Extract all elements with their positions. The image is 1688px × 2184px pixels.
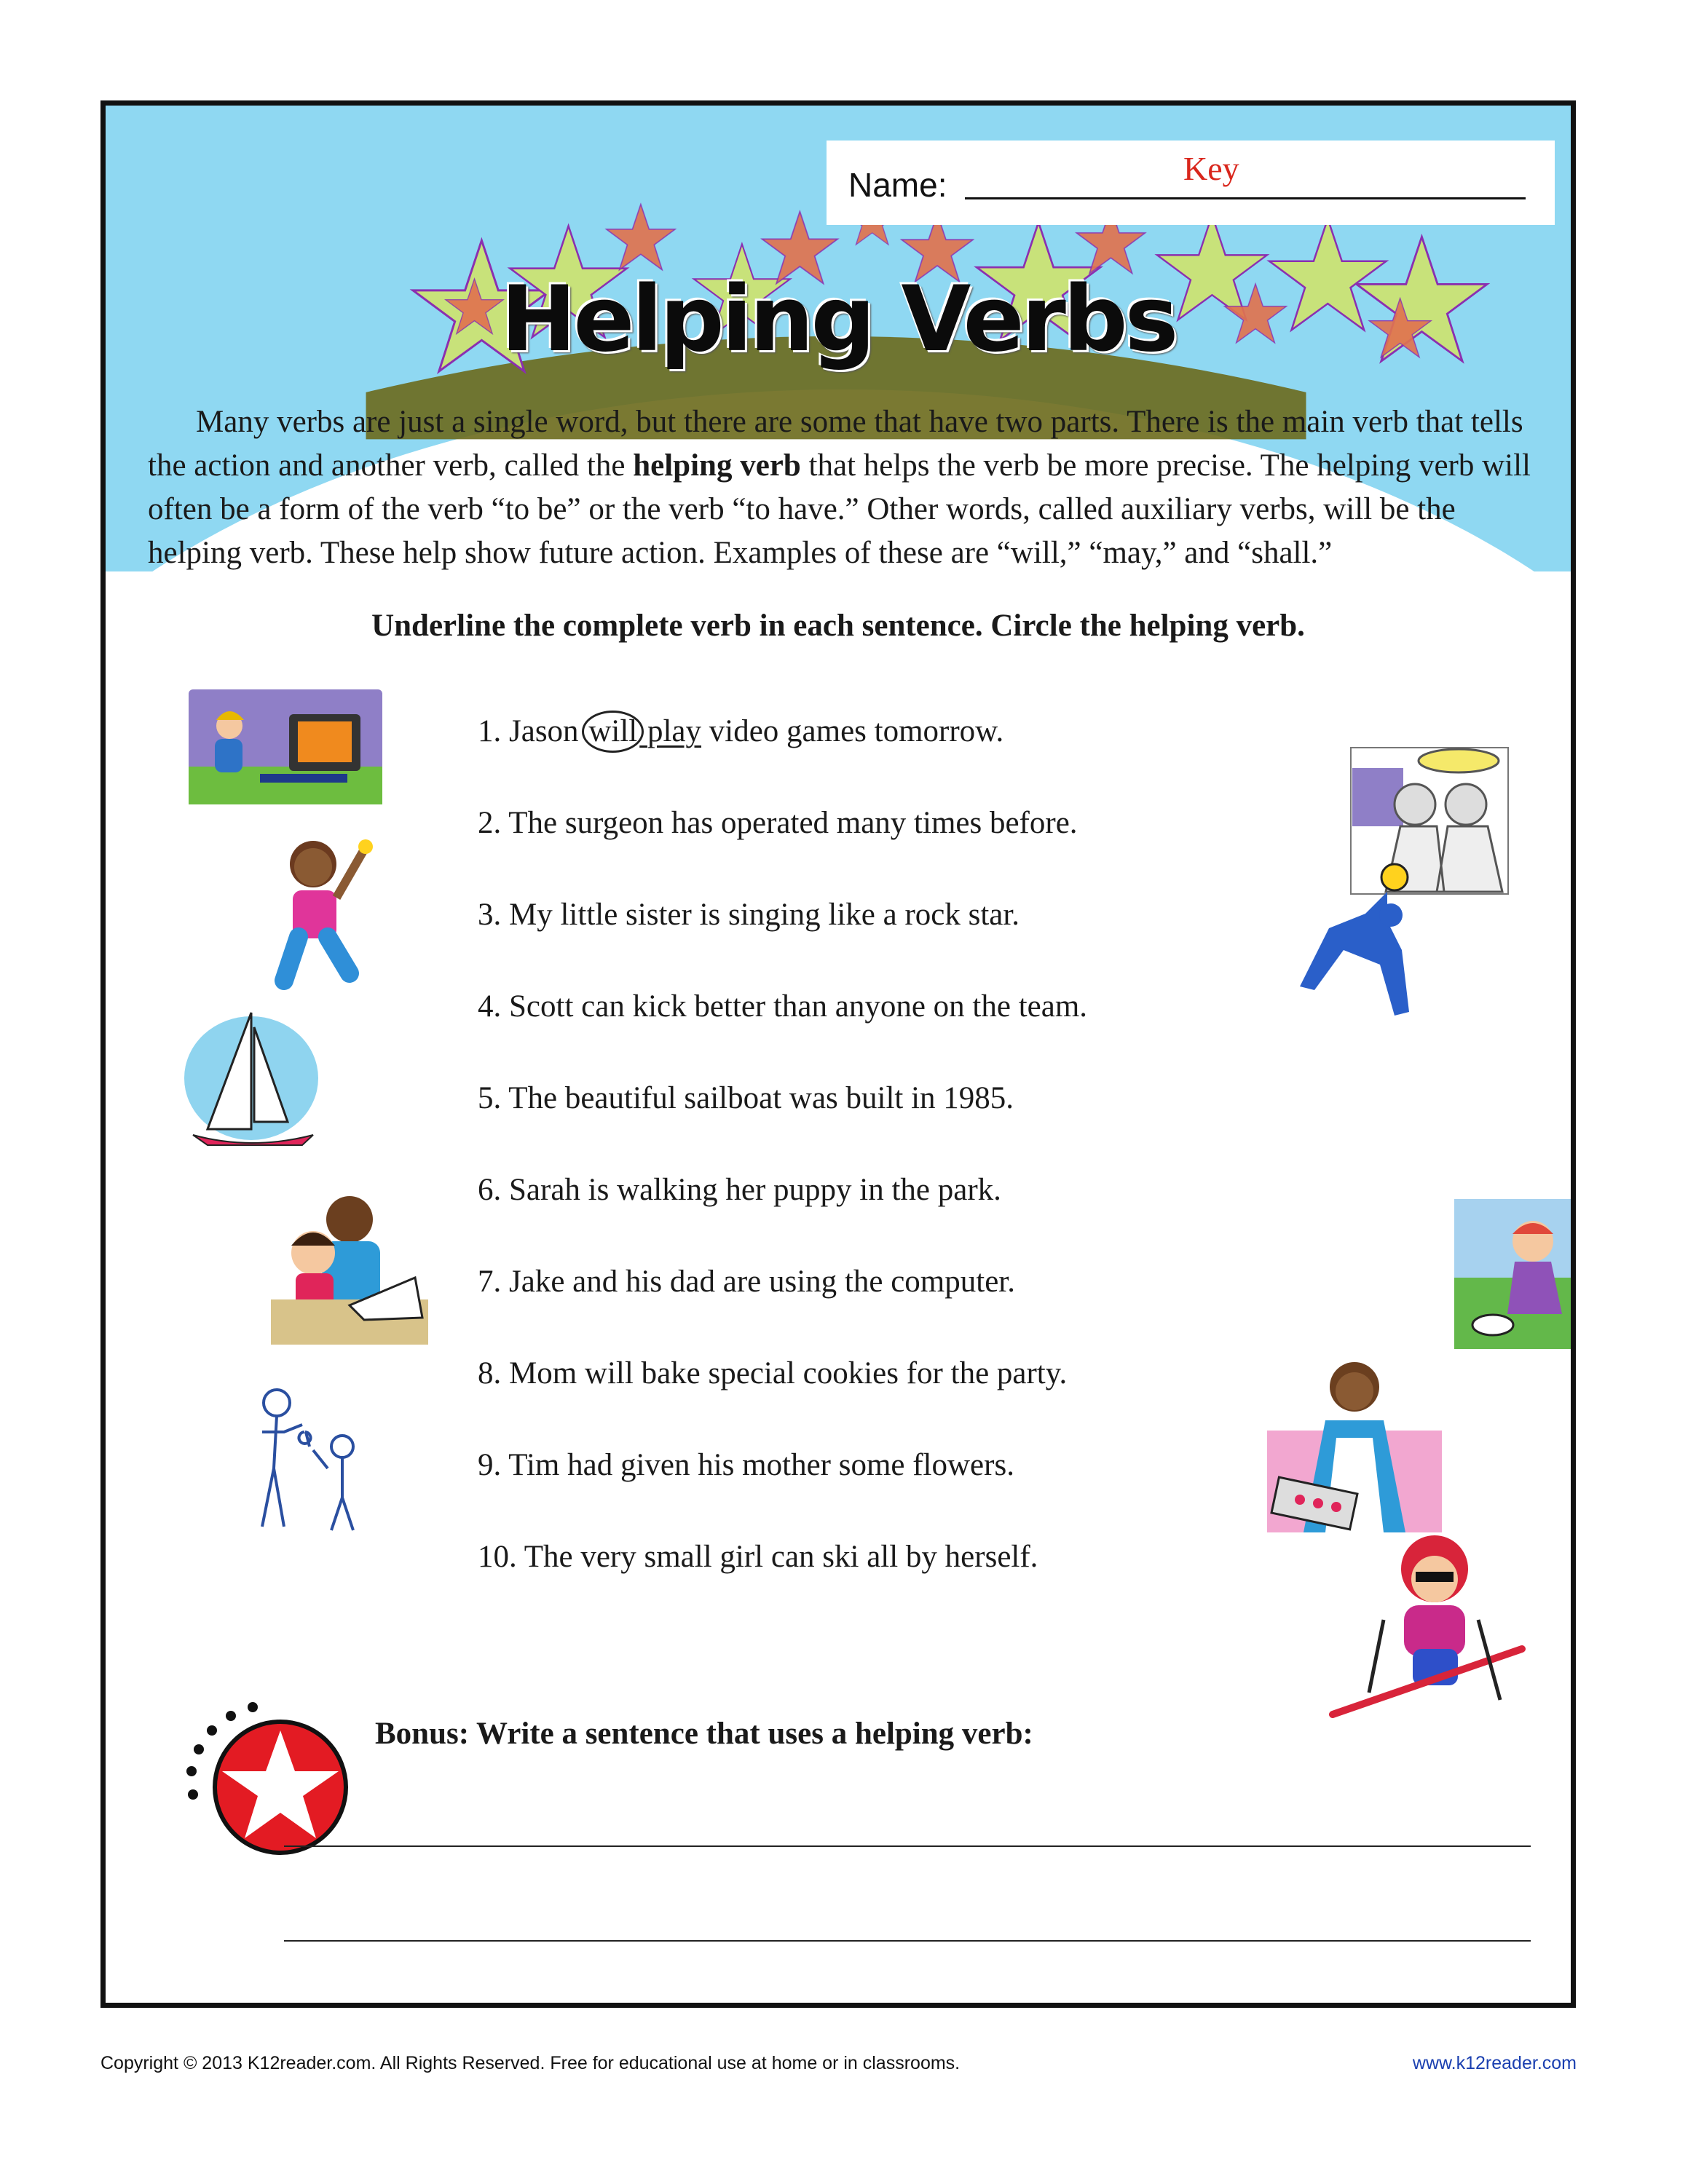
helping-verb-circle: will [582, 711, 644, 753]
answer-line-1[interactable] [284, 1845, 1531, 1847]
mom-baking-clipart [1267, 1358, 1442, 1536]
sentence-item: 4. Scott can kick better than anyone on the team. [478, 989, 1088, 1024]
intro-bold-term: helping verb [633, 448, 801, 483]
girl-walking-puppy-clipart [1453, 1198, 1576, 1350]
name-label: Name: [848, 166, 947, 204]
sentence-item: 3. My little sister is singing like a rock star. [478, 898, 1020, 932]
bonus-prompt: Bonus: Write a sentence that uses a helping verb: [375, 1717, 1033, 1751]
answer-line-2[interactable] [284, 1940, 1531, 1942]
sentence-item: 7. Jake and his dad are using the computer. [478, 1265, 1015, 1299]
copyright-notice: Copyright © 2013 K12reader.com. All Rights Reserved. Free for educational use at home or in classrooms. [100, 2053, 961, 2073]
intro-text-1: Many verbs are just a single word, but there are some that have two parts. There is the main verb that tells the action and another verb, called the [148, 405, 1523, 483]
example-subject: Jason [509, 714, 579, 748]
sentence-item: 6. Sarah is walking her puppy in the park. [478, 1173, 1001, 1207]
sentence-item: 10. The very small girl can ski all by herself. [478, 1540, 1038, 1574]
main-verb: play [647, 714, 702, 748]
video-game-clipart [187, 688, 384, 806]
sentence-item: 8. Mom will bake special cookies for the party. [478, 1356, 1068, 1390]
soccer-kick-clipart [1285, 863, 1424, 1023]
boy-giving-flowers-clipart [240, 1381, 379, 1534]
name-underline [965, 197, 1526, 199]
sentence-item: 5. The beautiful sailboat was built in 1985. [478, 1081, 1014, 1115]
star-badge-icon [178, 1685, 353, 1860]
website-link[interactable]: www.k12reader.com [1412, 2053, 1577, 2073]
complete-verb-underline [586, 714, 701, 748]
dad-and-son-computer-clipart [269, 1190, 430, 1347]
skiing-girl-clipart [1318, 1518, 1537, 1736]
worksheet-frame [100, 100, 1576, 2008]
example-number: 1. [478, 714, 502, 748]
intro-text-2: that helps the verb be more precise. The helping verb will often be a form of the verb “to be” or the verb “to have.” Other words, called auxiliary verbs, will be the helping verb. These help show future action. Examples of these are “will,” “may,” and “shall.” [148, 448, 1531, 570]
instructions: Underline the complete verb in each sentence. Circle the helping verb. [371, 609, 1305, 643]
sentence-item [478, 710, 1087, 802]
singing-girl-clipart [269, 828, 386, 995]
page-title: Helping Verbs [500, 267, 1176, 372]
example-rest: video games tomorrow. [709, 714, 1004, 748]
sentence-list [478, 710, 1087, 1627]
sentence-item: 2. The surgeon has operated many times before. [478, 806, 1078, 840]
sailboat-clipart [178, 1005, 324, 1158]
name-value: Key [1183, 150, 1239, 187]
sentence-item: 9. Tim had given his mother some flowers. [478, 1448, 1014, 1482]
intro-paragraph [148, 400, 1546, 575]
name-field[interactable] [827, 141, 1555, 225]
